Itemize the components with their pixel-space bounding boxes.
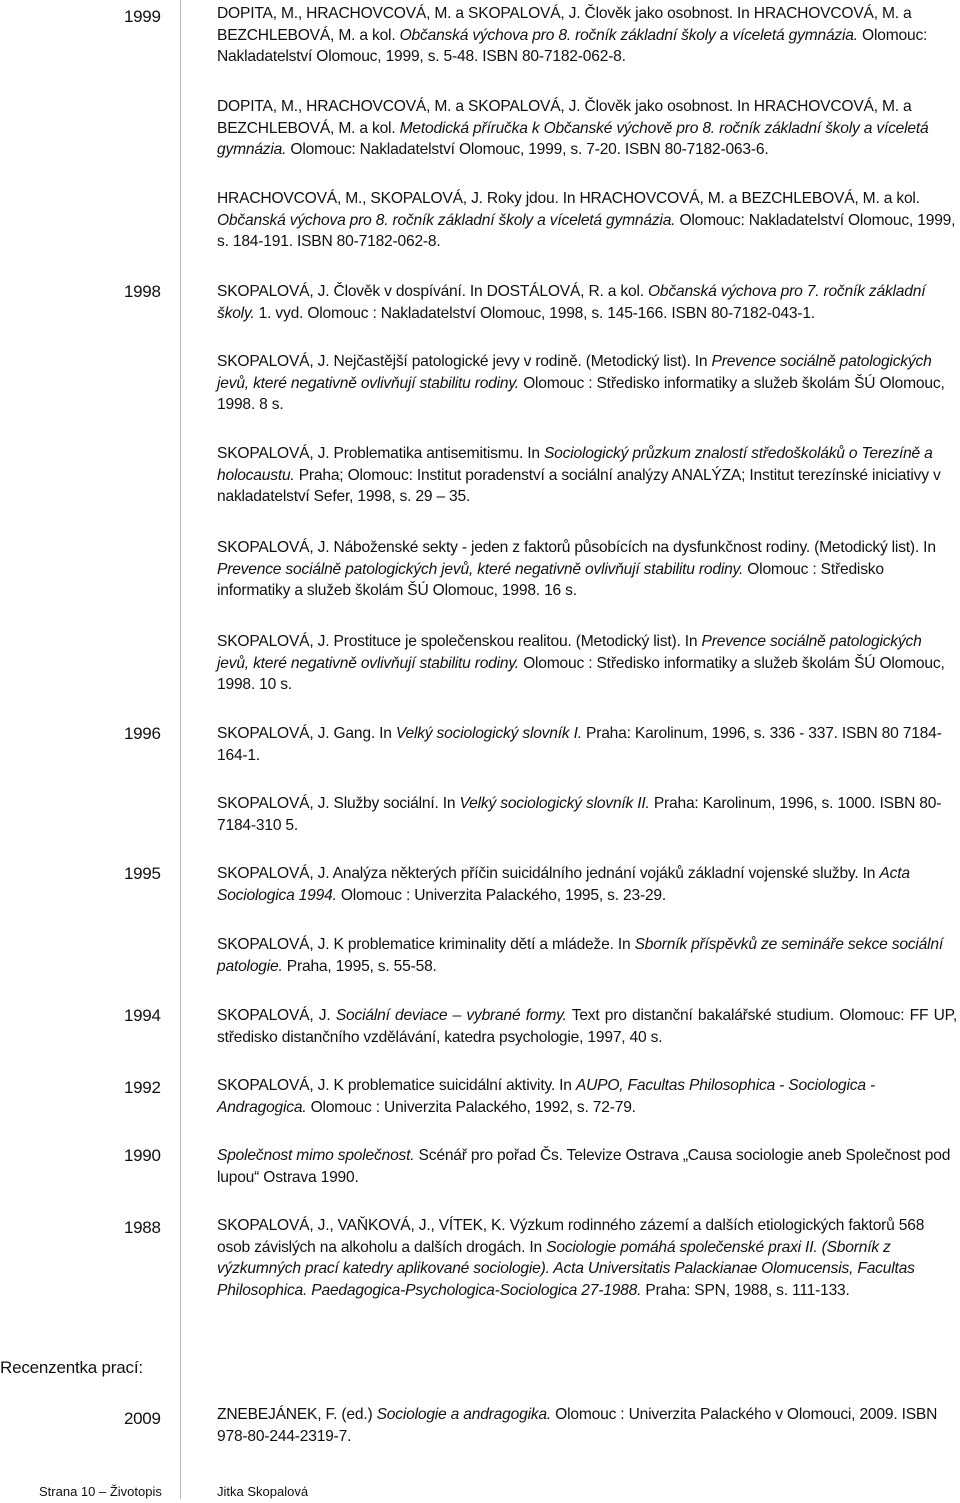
entry-title: Sociologie a andragogika. (376, 1406, 552, 1423)
entry-title: Občanská výchova pro 8. ročník základní školy a víceletá gymnázia. (399, 26, 858, 44)
entry-text: Olomouc : Středisko informatiky a služeb školám ŠÚ Olomouc, 1998. 10 s. (217, 654, 945, 693)
entry-text: SKOPALOVÁ, J., VAŇKOVÁ, J., VÍTEK, K. Výzkum rodinného zázemí a dalších etiologických faktorů 568 osob závislých na alkoholu a dalších drogách. In (217, 1217, 925, 1256)
year-1996: 1996 (124, 724, 161, 743)
entry-text: 1. vyd. Olomouc : Nakladatelství Olomouc, 1998, s. 145-166. ISBN 80-7182-043-1. (254, 304, 815, 322)
entry-text: HRACHOVCOVÁ, M., SKOPALOVÁ, J. Roky jdou. In HRACHOVCOVÁ, M. a BEZCHLEBOVÁ, M. a kol. (217, 190, 920, 207)
entry-text: SKOPALOVÁ, J. Nejčastější patologické jevy v rodině. (Metodický list). In (217, 353, 712, 370)
entry-title: Sociologický průzkum znalostí středoškoláků o Terezíně a holocaustu. (217, 445, 933, 484)
entry-text: Olomouc : Univerzita Palackého, 1995, s. 23-29. (336, 886, 667, 904)
entry-text: SKOPALOVÁ, J. Člověk v dospívání. In DOSTÁLOVÁ, R. a kol. (217, 283, 648, 300)
entry-text: Praha: SPN, 1988, s. 111-133. (641, 1281, 850, 1299)
entry-text: Praha: Karolinum, 1996, s. 336 - 337. ISBN 80 7184-164-1. (217, 725, 942, 764)
entry-text: SKOPALOVÁ, J. Gang. In (217, 725, 396, 742)
publication-entry (217, 934, 957, 977)
entry-text: DOPITA, M., HRACHOVCOVÁ, M. a SKOPALOVÁ, J. Člověk jako osobnost. In HRACHOVCOVÁ, M. a BEZCHLEBOVÁ, M. a kol. (217, 98, 912, 137)
entry-text: Text pro distanční bakalářské studium. Olomouc: FF UP, středisko distančního vzdělávání, katedra psychologie, 1997, 40 s. (217, 1007, 957, 1046)
entry-text: SKOPALOVÁ, J. K problematice kriminality dětí a mládeže. In (217, 936, 635, 953)
year-1992: 1992 (124, 1078, 161, 1097)
publication-entry (217, 1404, 957, 1447)
entry-title: Prevence sociálně patologických jevů, které negativně ovlivňují stabilitu rodiny. (217, 633, 922, 672)
publication-entry (217, 537, 957, 602)
entry-title: Velký sociologický slovník II. (459, 795, 650, 812)
entry-title: AUPO, Facultas Philosophica - Sociologica - Andragogica. (217, 1077, 875, 1116)
publication-entry (217, 793, 957, 836)
entry-text: SKOPALOVÁ, J. Analýza některých příčin suicidálního jednání vojáků základní vojenské služby. In (217, 865, 880, 882)
year-1994: 1994 (124, 1006, 161, 1025)
entry-text: SKOPALOVÁ, J. (217, 1007, 336, 1024)
entry-title: Sociální deviace – vybrané formy. (335, 1007, 567, 1024)
publication-entry (217, 631, 957, 696)
entry-title: Společnost mimo společnost. (217, 1147, 415, 1164)
entry-title: Občanská výchova pro 8. ročník základní školy a víceletá gymnázia. (217, 211, 676, 229)
publication-entry (217, 863, 957, 906)
year-1995: 1995 (124, 864, 161, 883)
publication-entry (217, 96, 957, 161)
year-1998: 1998 (124, 282, 161, 301)
entry-text: SKOPALOVÁ, J. Prostituce je společenskou realitou. (Metodický list). In (217, 633, 702, 650)
publication-entry (217, 351, 957, 416)
entry-title: Metodická příručka k Občanské výchově pro 8. ročník základní školy a víceletá gymnázia. (217, 119, 929, 158)
entry-text: Olomouc: Nakladatelství Olomouc, 1999, s. 5-48. ISBN 80-7182-062-8. (217, 26, 928, 65)
publication-entry (217, 188, 957, 253)
entry-text: Olomouc: Nakladatelství Olomouc, 1999, s. 7-20. ISBN 80-7182-063-6. (286, 141, 769, 158)
entry-text: Olomouc : Středisko informatiky a služeb školám ŠÚ Olomouc, 1998. 16 s. (217, 560, 884, 599)
publication-entry (217, 1145, 957, 1188)
entry-text: Praha; Olomouc: Institut poradenství a sociální analýzy ANALÝZA; Institut terezínské iniciativy v nakladatelství Sefer, 1998, s. 29 – 35. (217, 466, 941, 505)
entry-text: DOPITA, M., HRACHOVCOVÁ, M. a SKOPALOVÁ, J. Člověk jako osobnost. In HRACHOVCOVÁ, M. a BEZCHLEBOVÁ, M. a kol. (217, 5, 912, 44)
entry-text: Praha: Karolinum, 1996, s. 1000. ISBN 80-7184-310 5. (217, 795, 942, 834)
entry-title: Občanská výchova pro 7. ročník základní školy. (217, 283, 926, 322)
publication-entry (217, 443, 957, 508)
entry-text: SKOPALOVÁ, J. Problematika antisemitismu. In (217, 445, 544, 462)
entry-text: Olomouc: Nakladatelství Olomouc, 1999, s. 184-191. ISBN 80-7182-062-8. (217, 211, 956, 250)
publication-entry (217, 1075, 957, 1118)
year-2009: 2009 (124, 1409, 161, 1428)
entry-text: Olomouc : Univerzita Palackého v Olomouci, 2009. ISBN 978-80-244-2319-7. (217, 1406, 938, 1445)
entry-text: Olomouc : Středisko informatiky a služeb školám ŠÚ Olomouc, 1998. 8 s. (217, 374, 945, 413)
entry-title: Acta Sociologica 1994. (217, 865, 910, 904)
entry-title: Velký sociologický slovník I. (395, 725, 582, 742)
entry-text: SKOPALOVÁ, J. K problematice suicidální aktivity. In (217, 1077, 576, 1094)
year-1988: 1988 (124, 1218, 161, 1237)
entry-text: Scénář pro pořad Čs. Televize Ostrava „Causa sociologie aneb Společnost pod lupou“ Ostrava 1990. (217, 1147, 951, 1186)
publication-entry (217, 723, 957, 766)
entry-text: ZNEBEJÁNEK, F. (ed.) (217, 1406, 377, 1423)
publication-entry (217, 281, 957, 324)
publication-entry (217, 1005, 957, 1048)
year-1999: 1999 (124, 7, 161, 26)
footer-page-label: Strana 10 – Životopis (39, 1484, 162, 1499)
entry-text: SKOPALOVÁ, J. Služby sociální. In (217, 795, 460, 812)
entry-title: Prevence sociálně patologických jevů, které negativně ovlivňují stabilitu rodiny. (217, 353, 932, 392)
left-column-rule (0, 0, 181, 1499)
footer-author-name: Jitka Skopalová (217, 1484, 309, 1499)
entry-text: SKOPALOVÁ, J. Náboženské sekty - jeden z faktorů působících na dysfunkčnost rodiny. (Metodický list). In (217, 539, 936, 556)
reviewer-section-title: Recenzentka prací: (0, 1358, 143, 1377)
entry-text: Praha, 1995, s. 55-58. (282, 957, 437, 975)
publication-entry (217, 3, 957, 68)
entry-title: Sborník příspěvků ze semináře sekce sociální patologie. (217, 936, 944, 975)
entry-text: Olomouc : Univerzita Palackého, 1992, s. 72-79. (306, 1098, 636, 1116)
entry-title: Prevence sociálně patologických jevů, které negativně ovlivňují stabilitu rodiny. (217, 560, 744, 578)
entry-title: Sociologie pomáhá společenské praxi II. (Sborník z výzkumných prací katedry aplikované sociologie). Acta Universitatis Palackianae Olomucensis, Facultas Philosophica. Paedagogica-Psychologica-Sociologica 27-1988. (217, 1238, 915, 1299)
publication-entry (217, 1215, 957, 1301)
year-1990: 1990 (124, 1146, 161, 1165)
